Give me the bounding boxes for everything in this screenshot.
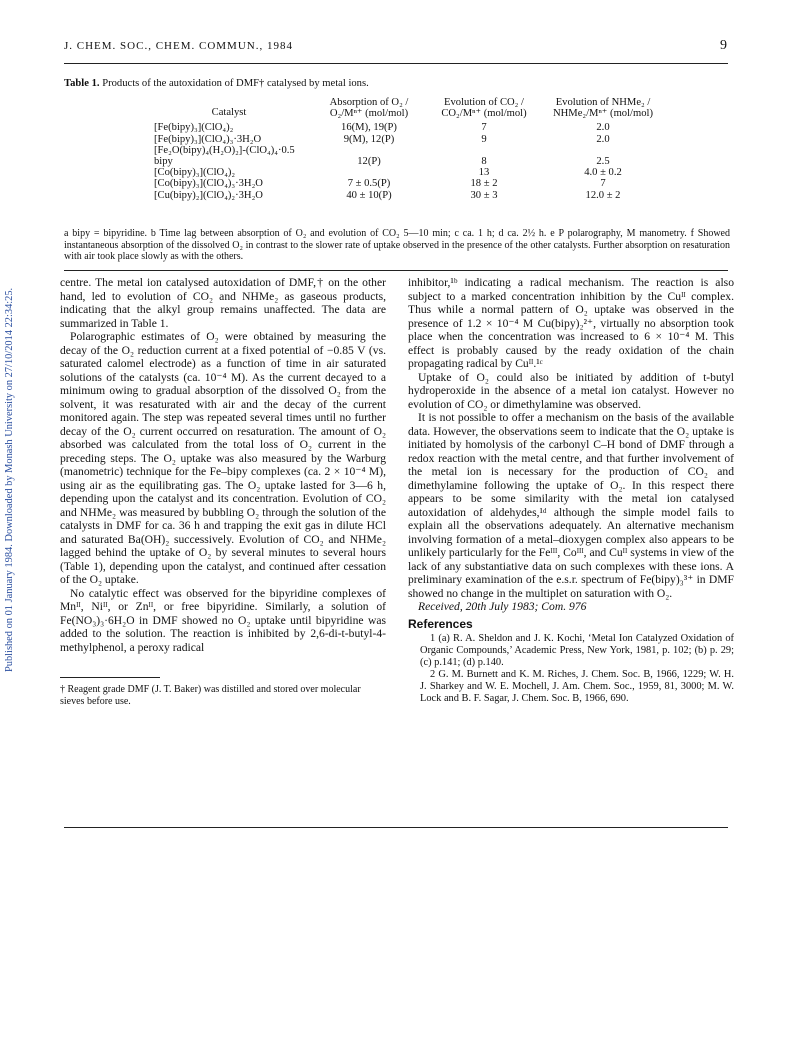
table-cell-o2: 9(M), 12(P) <box>343 133 395 145</box>
paragraph: It is not possible to offer a mechanism on the basis of the available data. However, the observations seem to indicate that the O₂ uptake is initiated by homolysis of the carbonyl C–H bond of DMF through a redox reaction with the metal centre, and that further involvement of the metal ion is necessary for the production of CO₂ and dimethylamine following the uptake of O₂. In this respect there appears to be some similarity with the metal ion catalysed autoxidation of aldehydes,¹ᵈ although the simple model fails to explain all the observations adequately. An alternative mechanism involving formation of a metal–dioxygen complex also appears to be unlikely particularly for the Feᴵᴵᴵ, Coᴵᴵᴵ, and Cuᴵᴵ systems in view of the lack of any substantiative data on such complexes with these ions. A preliminary examination of the e.s.r. spectrum of Fe(bipy)₃³⁺ in DMF showed no change in the multiplet on saturation with O₂. <box>408 411 734 600</box>
right-column <box>408 276 734 705</box>
table-cell-catalyst: [Co(bipy)₃](ClO₄)₃·3H₂O <box>154 178 263 190</box>
table-cell-catalyst: [Co(bipy)₃](ClO₄)₂ <box>154 167 236 179</box>
dagger-footnote: † Reagent grade DMF (J. T. Baker) was distilled and stored over molecular sieves before use. <box>60 684 361 707</box>
table-cell-co2: 13 <box>478 167 490 179</box>
table-cell-o2: 12(P) <box>357 156 381 168</box>
column-header-catalyst: Catalyst <box>211 107 247 118</box>
left-column <box>60 276 386 654</box>
reference-item: 1 (a) R. A. Sheldon and J. K. Kochi, ‘Metal Ion Catalyzed Oxidation of Organic Compounds,’ Academic Press, New York, 1981, p. 102; (b) p. 29; (c) p.141; (d) p.140. <box>420 633 734 668</box>
paragraph: inhibitor,¹ᵇ indicating a radical mechanism. The reaction is also subject to a marked concentration inhibition by the Cuᴵᴵ complex. Thus while a normal pattern of O₂ uptake was observed in the presence of 1.2 × 10⁻⁴ M Cu(bipy)₂²⁺, virtually no absorption took place when the concentration was increased to 6 × 10⁻⁴ M. This effect is probably caused by the ready oxidation of the chain propagating radical by Cuᴵᴵ.¹ᶜ <box>408 276 734 370</box>
column-header-o2: Absorption of O₂ / O₂/Mⁿ⁺ (mol/mol) <box>329 97 409 120</box>
table-row <box>150 122 668 133</box>
table-cell-o2: 16(M), 19(P) <box>341 122 397 134</box>
table-caption-text: Products of the autoxidation of DMF† catalysed by metal ions. <box>102 78 369 89</box>
column-header-nhme2: Evolution of NHMe₂ / NHMe₂/Mⁿ⁺ (mol/mol) <box>552 97 653 120</box>
table-cell-o2 <box>310 167 430 178</box>
page-bottom-rule <box>64 827 728 828</box>
table-bottom-rule <box>64 270 728 271</box>
paragraph: Uptake of O₂ could also be initiated by addition of t-butyl hydroperoxide in the absence of a metal ion catalyst. However no evolution of CO₂ or dimethylamine was observed. <box>408 370 734 411</box>
table-caption <box>64 78 369 89</box>
table-cell-nhme2: 2.0 <box>596 122 610 134</box>
download-notice[interactable] <box>0 262 24 682</box>
table-cell-nhme2: 12.0 ± 2 <box>585 189 621 201</box>
table-row <box>150 178 668 189</box>
table-cell-co2: 30 ± 3 <box>470 189 498 201</box>
paragraph: No catalytic effect was observed for the bipyridine complexes of Mnᴵᴵ, Niᴵᴵ, or Znᴵᴵ, or free bipyridine. Similarly, a solution of Fe(NO₃)₃·6H₂O in DMF showed no O₂ uptake until bipyridine was added to the solution. The reaction is inhibited by 2,6-di-t-butyl-4-methylphenol, a peroxy radical <box>60 586 386 654</box>
data-table <box>150 97 668 201</box>
table-cell-o2: 40 ± 10(P) <box>346 189 392 201</box>
footnote-rule <box>60 677 160 678</box>
table-cell-nhme2: 2.0 <box>596 133 610 145</box>
references-heading: References <box>408 616 473 631</box>
table-row <box>150 167 668 178</box>
table-cell-co2: 7 <box>481 122 487 134</box>
table-cell-catalyst: [Fe(bipy)₃](ClO₄)₂ <box>154 122 234 134</box>
table-header-row <box>150 97 668 122</box>
page-number: 9 <box>720 38 727 53</box>
table-cell-catalyst: [Cu(bipy)₂](ClO₄)₂·3H₂O <box>154 189 263 201</box>
table-cell-nhme2: 7 <box>600 178 606 190</box>
table-cell-nhme2: 4.0 ± 0.2 <box>584 167 622 179</box>
table-row <box>150 190 668 201</box>
paragraph: centre. The metal ion catalysed autoxidation of DMF,† on the other hand, led to evolution of CO₂ and NHMe₂ as gaseous products, indicating that the alkyl group remains unaffected. The data are summarized in Table 1. <box>60 276 386 330</box>
table-cell-nhme2: 2.5 <box>596 156 610 168</box>
table-cell-catalyst: [Fe₂O(bipy)₄(H₂O)₂]-(ClO₄)₄·0.5 bipy <box>154 144 295 168</box>
table-cell-catalyst: [Fe(bipy)₃](ClO₄)₃·3H₂O <box>154 133 262 145</box>
reference-item: 2 G. M. Burnett and K. M. Riches, J. Chem. Soc. B, 1966, 1229; W. H. J. Sharkey and W. E. Mochell, J. Am. Chem. Soc., 1959, 81, 3000; M. W. Lock and B. F. Sagar, J. Chem. Soc. B, 1966, 690. <box>420 669 734 704</box>
table-row <box>150 145 668 167</box>
table-cell-co2: 9 <box>481 133 487 145</box>
table-row <box>150 134 668 145</box>
table-cell-co2: 18 ± 2 <box>470 178 498 190</box>
table-cell-o2: 7 ± 0.5(P) <box>347 178 391 190</box>
received-line: Received, 20th July 1983; Com. 976 <box>418 600 587 613</box>
paragraph: Polarographic estimates of O₂ were obtained by measuring the decay of the O₂ reduction current at a fixed potential of −0.85 V (vs. saturated calomel electrode) as a function of time in air saturated solutions of the catalysts (ca. 10⁻⁴ M). As the current decayed to a minimum owing to gradual absorption of the dissolved O₂ from the solvent, it was resaturated with air and the decay of the current monitored again. The step was repeated several times until no further decay of the O₂ current occurred on resaturation. The amount of O₂ absorbed was calculated from the total loss of O₂ current in the preceding steps. The O₂ uptake was also measured by the Warburg (manometric) technique for the Fe–bipy complexes (ca. 2 × 10⁻⁴ M), using air as the equilibrating gas. The O₂ uptake lasted for 3—6 h, depending upon the catalyst and its concentration. Evolution of CO₂ and NHMe₂ was measured by bubbling O₂ through the solution of the catalysts in DMF for ca. 36 h and trapping the exit gas in dilute HCl and saturated Ba(OH)₂ successively. Evolution of CO₂ and NHMe₂ lagged behind the uptake of O₂ by several minutes to several hours (Table 1), depending upon the catalyst, and continued after cessation of the O₂ uptake. <box>60 330 386 586</box>
running-header: J. CHEM. SOC., CHEM. COMMUN., 1984 <box>64 40 293 52</box>
table-cell-co2: 8 <box>481 156 487 168</box>
header-rule <box>64 63 728 64</box>
table-caption-label: Table 1. <box>64 78 100 89</box>
table-footnote: a bipy = bipyridine. b Time lag between absorption of O₂ and evolution of CO₂ 5—10 min; c ca. 1 h; d ca. 2½ h. e P polarography, M manometry. f Showed instantaneous absorption of the dissolved O₂ in contrast to the slower rate of uptake observed in the presence of the other catalysts. Further absorption on resaturation with air took place slowly as with the others. <box>64 228 730 263</box>
column-header-co2: Evolution of CO₂ / CO₂/Mⁿ⁺ (mol/mol) <box>441 97 527 120</box>
download-notice-text: Published on 01 January 1984. Downloaded by Monash University on 27/10/2014 22:34:25. <box>4 287 15 672</box>
